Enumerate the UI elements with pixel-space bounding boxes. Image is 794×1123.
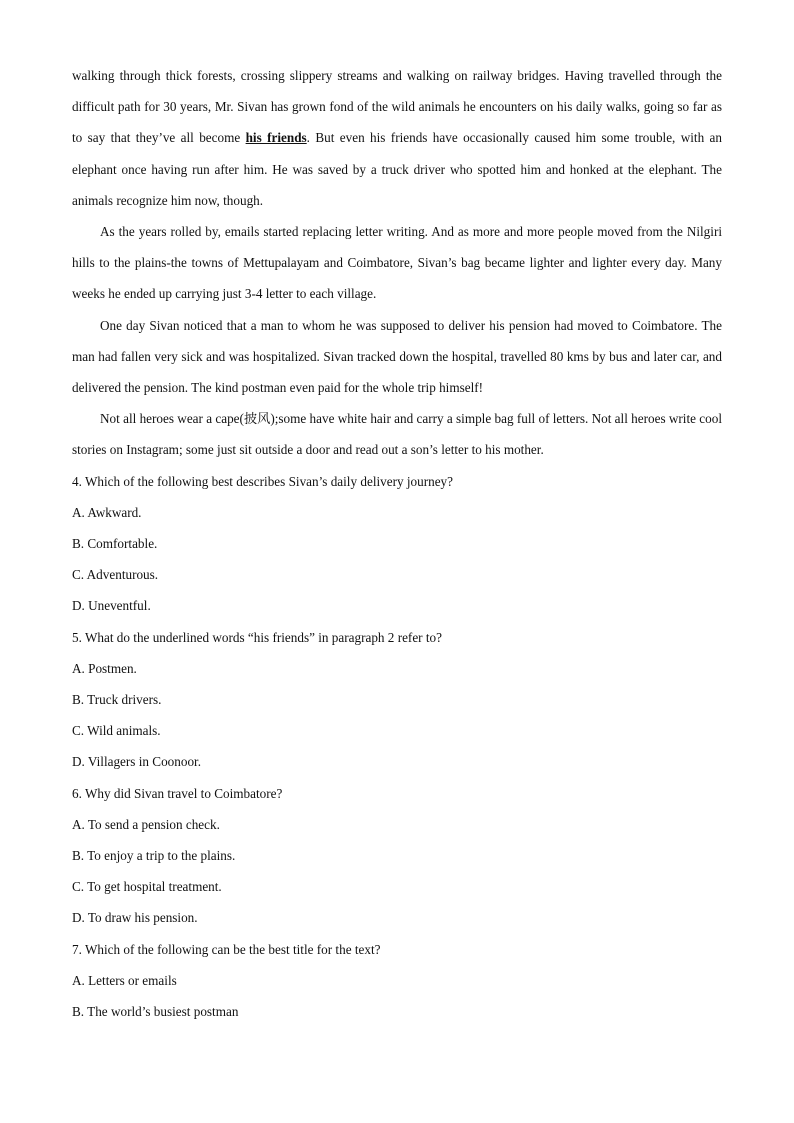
question-6: [72, 778, 722, 934]
question-stem: 7. Which of the following can be the best title for the text?: [72, 941, 381, 957]
answer-option: A. Letters or emails: [72, 972, 177, 988]
underlined-his-friends: his friends: [245, 130, 307, 146]
answer-option: B. Truck drivers.: [72, 692, 162, 708]
answer-option: D. To draw his pension.: [72, 910, 198, 926]
passage-paragraph-4: Not all heroes wear a cape(披风);some have white hair and carry a simple bag full of letters. Not all heroes write cool stories on Instagram; some just sit outside a door and read out a son’s letter to his mother.: [72, 411, 722, 458]
passage-paragraph-3: One day Sivan noticed that a man to whom he was supposed to deliver his pension had moved to Coimbatore. The man had fallen very sick and was hospitalized. Sivan tracked down the hospital, travelled 80 kms by bus and later car, and delivered the pension. The kind postman even paid for the whole trip himself!: [72, 317, 722, 396]
answer-option: D. Villagers in Coonoor.: [72, 754, 202, 770]
answer-option: C. To get hospital treatment.: [72, 879, 222, 895]
answer-option: A. Awkward.: [72, 504, 142, 520]
paragraph-1-text-end: . But even his friends have occasionally caused him some trouble, with an elephant once having run after him. He was saved by a truck driver who spotted him and honked at the elephant. The animals recognize him now, though.: [72, 130, 722, 208]
answer-option: B. Comfortable.: [72, 536, 158, 552]
question-4: [72, 466, 722, 622]
passage-paragraph-1: [72, 60, 722, 216]
question-stem: 4. Which of the following best describes Sivan’s daily delivery journey?: [72, 473, 454, 489]
answer-option: B. To enjoy a trip to the plains.: [72, 848, 236, 864]
answer-option: C. Wild animals.: [72, 723, 161, 739]
answer-option: D. Uneventful.: [72, 598, 151, 614]
answer-option: C. Adventurous.: [72, 567, 159, 583]
question-7: [72, 934, 722, 1028]
answer-option: A. Postmen.: [72, 660, 137, 676]
answer-option: B. The world’s busiest postman: [72, 1004, 239, 1020]
document-page: [72, 60, 722, 1027]
question-stem: 6. Why did Sivan travel to Coimbatore?: [72, 785, 283, 801]
question-stem: 5. What do the underlined words “his friends” in paragraph 2 refer to?: [72, 629, 442, 645]
answer-option: A. To send a pension check.: [72, 816, 220, 832]
paragraph-1-text-start: walking through thick forests, crossing slippery streams and walking on railway bridges. Having travelled through the difficult path for 30 years, Mr. Sivan has grown fond of the wild animals he encounters on his daily walks, going so far as to say that they’ve all become: [72, 68, 722, 146]
passage-paragraph-2: As the years rolled by, emails started replacing letter writing. And as more and more people moved from the Nilgiri hills to the plains-the towns of Mettupalayam and Coimbatore, Sivan’s bag became lighter and lighter every day. Many weeks he ended up carrying just 3-4 letter to each village.: [72, 224, 722, 302]
question-5: [72, 622, 722, 778]
